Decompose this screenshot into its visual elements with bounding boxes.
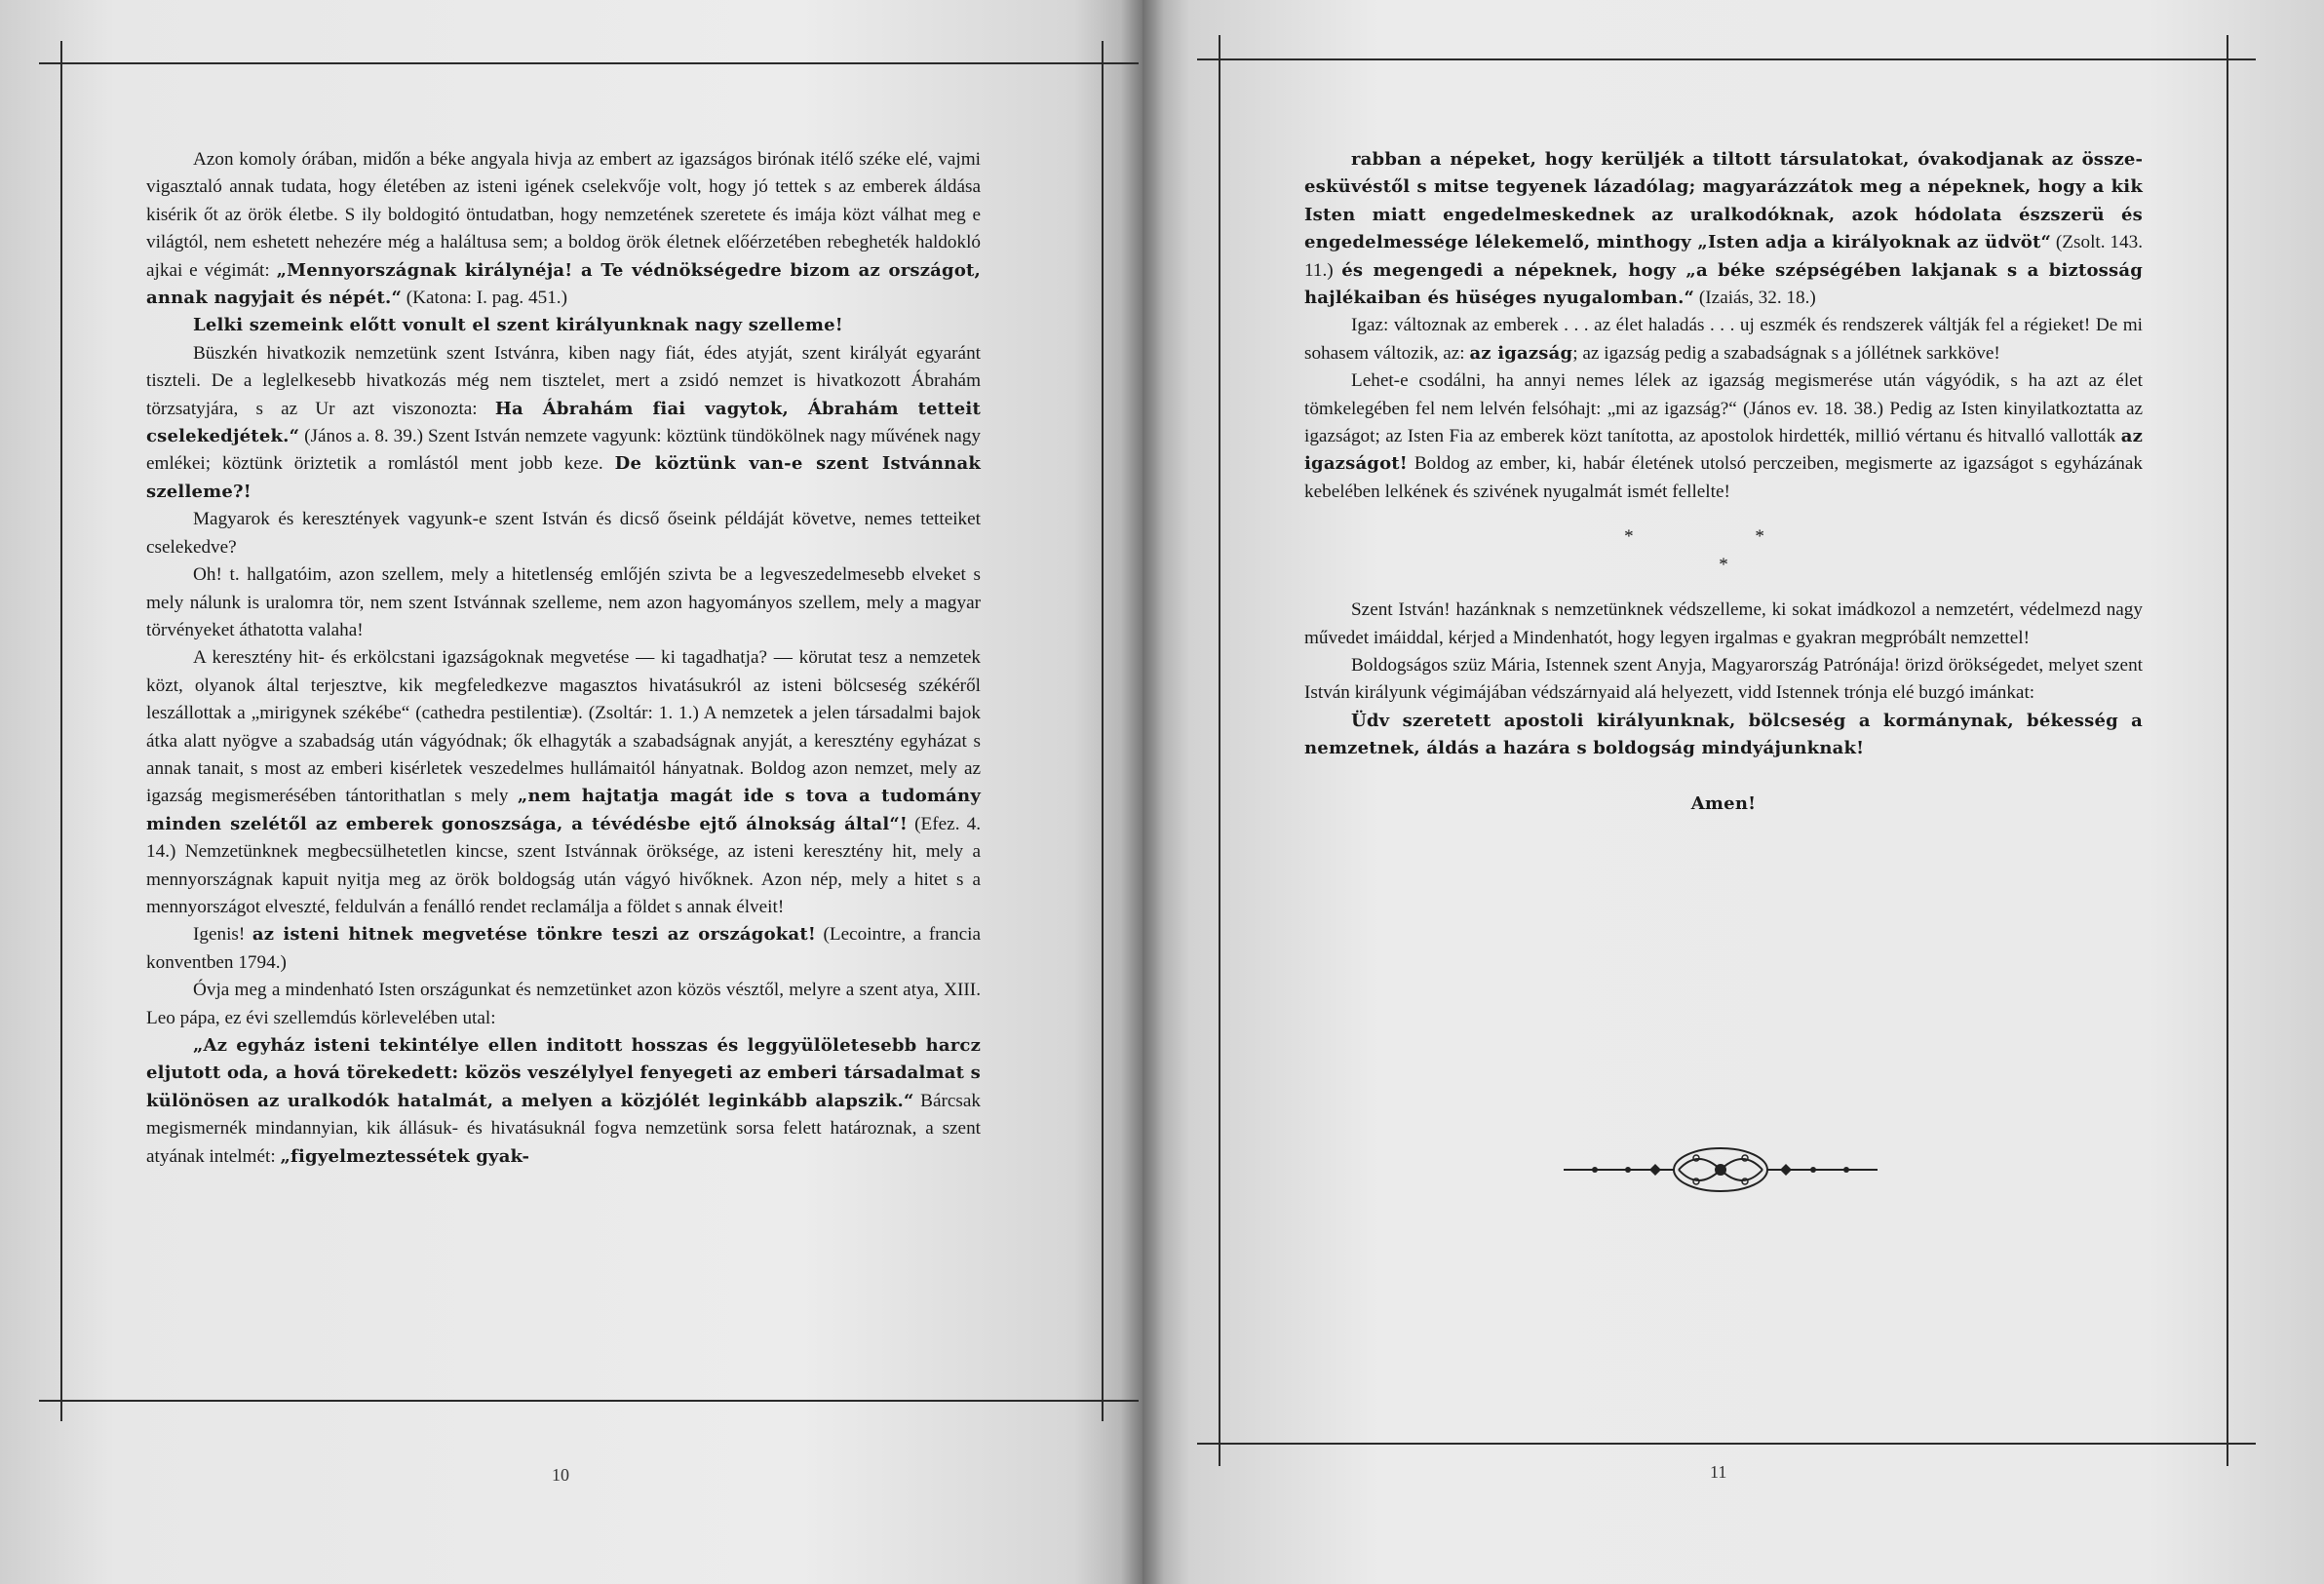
- paragraph: [146, 146, 981, 312]
- left-page-number: 10: [552, 1465, 569, 1485]
- right-frame-left-rule: [1219, 35, 1220, 1466]
- paragraph: [1304, 652, 2143, 708]
- bold-text-run: és megengedi a népeknek, hogy „a béke szépségében lakjanak s a biztosság hajlékaiban és hüséges nyugalomban.“: [1304, 259, 2143, 309]
- right-page-paragraphs: [1304, 146, 2143, 506]
- text-run: (Efez. 4. 14.) Nemzetünknek megbecsülhetetlen kincse, szent Istvánnak öröksége, az isteni keresztény hit, mely a mennyországnak kapuit nyitja meg az örök boldogság után vágyó hivőknek. Azon nép, mely a hitet s a mennyországot elveszté, feldulván a fenálló rendet reclamálja a földet s annak élveit!: [146, 813, 981, 917]
- paragraph: [146, 921, 981, 977]
- text-run: (Lecointre, a francia konventben 1794.): [146, 924, 982, 973]
- text-run: Azon komoly órában, midőn a béke angyala hivja az embert az igazságos birónak itélő széke elé, vajmi vigasztaló annak tudata, hogy életében az isteni igének cselekvője volt, hogy jó tettek s az emberek áldása kisérik őt az örök életbe. S ily boldogitó öntudatban, hogy nemzetének szeretete és imája közt válhat meg e világtól, nem eshetett nehezére még a haláltusa sem; a boldog örök életnek előérzetében rebegheték haldokló ajkai e végimát:: [146, 149, 981, 281]
- right-frame-top-rule: [1197, 58, 2256, 60]
- bold-text-run: az igazságot!: [1304, 426, 2143, 475]
- paragraph: [1304, 597, 2143, 652]
- bold-text-run: Üdv szeretett apostoli királyunknak, bölcseség a kormánynak, békesség a nemzetnek, áldás a hazára s boldogság mindyájunknak!: [1304, 710, 2143, 759]
- text-run: (János a. 8. 39.) Szent István nemzete vagyunk: köztünk tündökölnek nagy művének nagy emlékei; köztünk öriztetik a romlástól ment jobb keze.: [146, 426, 981, 475]
- bold-text-run: „Mennyországnak királynéja! a Te védnökségedre bizom az országot, annak nagyjait és népét.“: [146, 259, 982, 309]
- left-frame-bottom-rule: [39, 1400, 1139, 1402]
- paragraph: [1304, 708, 2143, 763]
- left-frame-right-rule: [1102, 41, 1104, 1421]
- bold-text-run: az igazság: [1469, 342, 1573, 364]
- paragraph: [146, 644, 981, 921]
- text-run: (Katona: I. pag. 451.): [402, 288, 567, 309]
- bold-text-run: rabban a népeket, hogy kerüljék a tiltott társulatokat, óvakodjanak az összeesküvéstől s mitse tegyenek lázadólag; magyarázzátok meg a népeknek, hogy a kik Isten miatt engedelmeskednek az uralkodóknak, azok hódolata észszerü és engedelmessége lélekemelő, minthogy „Isten adja a királyoknak az üdvöt“: [1304, 149, 2143, 253]
- section-star: *: [1719, 554, 1728, 575]
- right-page-closing-paragraphs: [1304, 597, 2143, 762]
- bold-text-run: Lelki szemeink előtt vonult el szent királyunknak nagy szelleme!: [193, 315, 843, 336]
- paragraph: [146, 561, 981, 644]
- text-run: A keresztény hit- és erkölcstani igazságoknak megvetése — ki tagadhatja? — körutat tesz a nemzetek közt, olyanok által terjesztve, kik megfeledkezve magasztos hivatásukról az isteni bölcseség székéről leszállottak a „mirigynek székébe“ (cathedra pestilentiæ). (Zsoltár: 1. 1.) A nemzetek a jelen társadalmi bajok átka alatt nyögve a szabadság után vágyódnak; ők elhagyták a szabadságnak anyját, a keresztény egyházat s annak tanait, s most az emberi kisérletek veszedelmes hullámaitól hányatnak. Boldog azon nemzet, mely az igazság megismerésében tántorithatlan s mely: [146, 647, 981, 807]
- left-frame-left-rule: [60, 41, 62, 1421]
- text-run: (Izaiás, 32. 18.): [1694, 288, 1816, 309]
- right-page-text: [1304, 146, 2143, 818]
- text-run: Bárcsak megismernék mindannyian, kik állásuk- és hivatásuknál fogva nemzetünk sorsa felett határoznak, a szent atyának intelmét:: [146, 1090, 981, 1167]
- text-run: Óvja meg a mindenható Isten országunkat és nemzetünket azon közös vésztől, melyre a szent atya, XIII. Leo pápa, ez évi szellemdús körlevelében utal:: [146, 980, 981, 1028]
- text-run: Büszkén hivatkozik nemzetünk szent Istvánra, kiben nagy fiát, édes atyját, szent királyát egyaránt tiszteli. De a leglelkesebb hivatkozás még nem tisztelet, mert a zsidó nemzet is hivatkozott Ábrahám törzsatyjára, s az Ur azt viszonozta:: [146, 342, 981, 419]
- text-run: Oh! t. hallgatóim, azon szellem, mely a hitetlenség emlőjén szivta be a legveszedelmesebb elveket s mely nálunk is uralomra tör, nem szent Istvánnak szelleme, nem azon hagyományos szellem, mely a magyar törvényeket áthatotta valaha!: [146, 564, 981, 640]
- text-run: Szent István! hazánknak s nemzetünknek védszelleme, ki sokat imádkozol a nemzetért, védelmezd nagy művedet imáiddal, kérjed a Mindenhatót, hogy legyen irgalmas e gyakran megpróbált nemzettel!: [1304, 599, 2143, 648]
- text-run: Igenis!: [193, 924, 252, 946]
- bold-text-run: „nem hajtatja magát ide s tova a tudomány minden szelétől az emberek gonoszsága, a tévédésbe ejtő álnokság által“!: [146, 786, 981, 834]
- section-stars: * *: [1624, 526, 1823, 548]
- right-frame-bottom-rule: [1197, 1443, 2256, 1445]
- paragraph: [146, 312, 981, 339]
- decorative-vignette: [1560, 1142, 1881, 1197]
- text-run: Igaz: változnak az emberek . . . az élet haladás . . . uj eszmék és rendszerek váltják fel a régieket! De mi sohasem változik, az:: [1304, 315, 2143, 364]
- text-run: Lehet-e csodálni, ha annyi nemes lélek az igazság megismerése után vágyódik, s ha azt az élet tömkelegében fel nem lelvén felsóhajt: „mi az igazság?“ (János ev. 18. 38.) Pedig az Isten kinyilatkoztatta az igazságot; az Isten Fia az emberek közt tanította, az apostolok hirdették, millió vértanu és hitvalló vallották: [1304, 370, 2143, 447]
- text-run: Boldog az ember, ki, habár életének utolsó perczeiben, megismerte az igazságot s egyházának kebelében lelkének és szivének nyugalmát ismét fellelte!: [1304, 453, 2143, 502]
- right-page-number: 11: [1710, 1462, 1727, 1482]
- book-gutter: [1121, 0, 1164, 1584]
- amen-text: Amen!: [1690, 792, 1757, 814]
- bold-text-run: az isteni hitnek megvetése tönkre teszi az országokat!: [252, 924, 816, 946]
- text-run: Magyarok és keresztények vagyunk-e szent István és dicső őseink példáját követve, nemes tetteiket cselekedve?: [146, 509, 981, 558]
- bold-text-run: „figyelmeztessétek gyak-: [280, 1145, 530, 1167]
- left-page-text: [146, 146, 981, 1171]
- paragraph: [1304, 146, 2143, 312]
- paragraph: [146, 506, 981, 561]
- paragraph: [146, 340, 981, 506]
- text-run: Boldogságos szüz Mária, Istennek szent Anyja, Magyarország Patrónája! örizd örökségedet, melyet szent István királyunk végimájában védszárnyaid alá helyezett, vidd Istennek trónja elé buzgó imánkat:: [1304, 654, 2143, 704]
- bold-text-run: De köztünk van-e szent Istvánnak szelleme?!: [146, 453, 981, 502]
- paragraph: [146, 977, 981, 1032]
- left-frame-top-rule: [39, 62, 1139, 64]
- paragraph: [1304, 312, 2143, 367]
- right-frame-right-rule: [2227, 35, 2228, 1466]
- amen-line: [1304, 791, 2143, 818]
- bold-text-run: Ha Ábrahám fiai vagytok, Ábrahám tetteit cselekedjétek.“: [146, 398, 981, 447]
- paragraph: [1304, 367, 2143, 506]
- text-run: (Zsolt. 143. 11.): [1304, 232, 2143, 281]
- bold-text-run: „Az egyház isteni tekintélye ellen inditott hosszas és leggyülöletesebb harcz eljutott oda, a hová törekedett: közös veszélylyel fenyegeti az emberi társadalmat s különösen az uralkodók hatalmát, a melyen a közjólét leginkább alapszik.“: [146, 1035, 981, 1111]
- text-run: ; az igazság pedig a szabadságnak s a jóllétnek sarkköve!: [1572, 342, 2000, 364]
- paragraph: [146, 1032, 981, 1171]
